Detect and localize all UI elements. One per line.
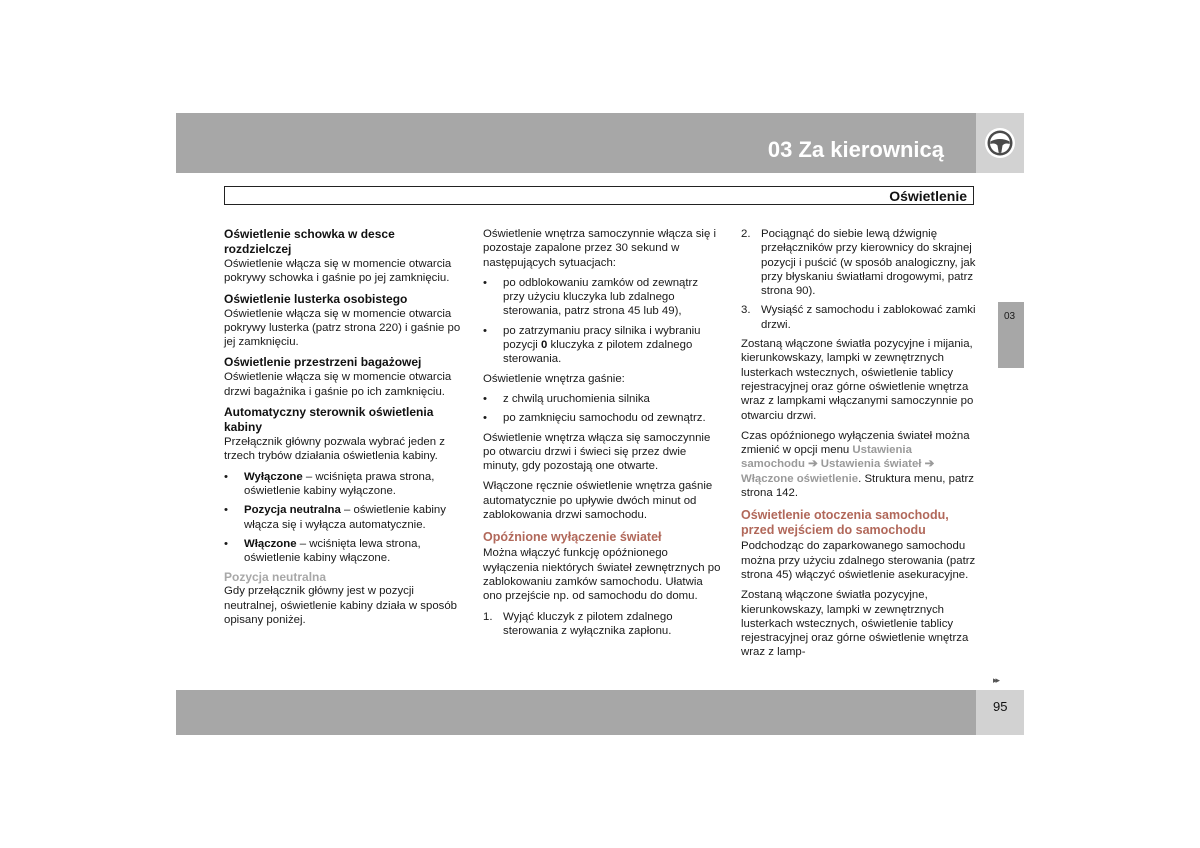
list-text: – wciśnięta lewa strona, oświetlenie kabiny włączone. xyxy=(244,537,421,565)
page-number: 95 xyxy=(993,699,1008,714)
bullet-icon: • xyxy=(483,412,487,425)
bullet-icon: • xyxy=(224,504,228,517)
list-item xyxy=(483,411,721,425)
paragraph: Oświetlenie wnętrza gaśnie: xyxy=(483,372,625,385)
chapter-side-tab xyxy=(998,302,1024,368)
list-item xyxy=(224,537,464,566)
bullet-icon: • xyxy=(483,276,487,289)
paragraph: Zostaną włączone światła pozycyjne, kierunkowskazy, lampki w zewnętrznych lusterkach wstecznych, oświetlenie tablicy rejestracyjnej oraz górne oświetlenie wnętrza wraz z lamp- xyxy=(741,589,969,659)
heading-luggage: Oświetlenie przestrzeni bagażowej xyxy=(224,355,422,370)
section-title-box xyxy=(224,186,974,205)
list-item xyxy=(483,276,721,319)
bullet-icon: • xyxy=(483,324,487,337)
paragraph: Zostaną włączone światła pozycyjne i mijania, kierunkowskazy, lampki w zewnętrznych lusterkach wstecznych, oświetlenie tablicy rejestracyjnej oraz górne oświetlenie wnętrza wraz z lampkami włączanymi samoczynnie po otwarciu drzwi. xyxy=(741,338,974,422)
side-tab-label: 03 xyxy=(1004,311,1016,322)
term-off: Wyłączone xyxy=(244,470,303,483)
chapter-title: 03 Za kierownicą xyxy=(767,137,944,162)
list-item xyxy=(224,503,464,532)
list-text: po odblokowaniu zamków od zewnątrz przy użyciu kluczyka lub zdalnego sterowania, patrz strona 45 lub 49), xyxy=(503,276,699,318)
paragraph: Gdy przełącznik główny jest w pozycji neutralnej, oświetlenie kabiny działa w sposób opisany poniżej. xyxy=(224,585,458,627)
step-text: Pociągnąć do siebie lewą dźwignię przełączników przy kierownicy do skrajnej pozycji i puścić (w sposób analogiczny, jak przy błyskaniu światłami drogowymi, patrz strona 90). xyxy=(761,228,976,298)
list-text: kluczyka z pilotem zdalnego sterowania. xyxy=(503,339,693,366)
bullet-icon: • xyxy=(224,470,228,483)
step-number: 1. xyxy=(483,610,493,623)
chapter-header-band xyxy=(176,113,976,173)
column-2 xyxy=(483,227,721,643)
term-on: Włączone xyxy=(244,537,297,550)
page-number-box xyxy=(976,690,1024,735)
continue-arrows-icon: ▸▸ xyxy=(993,675,999,685)
list-text: – wciśnięta prawa strona, oświetlenie kabiny wyłączone. xyxy=(244,470,435,497)
paragraph: Włączone ręcznie oświetlenie wnętrza gaśnie automatycznie po upływie dwóch minut od zablokowania drzwi samochodu. xyxy=(483,480,713,522)
steering-wheel-icon xyxy=(984,127,1016,159)
term-neutral: Pozycja neutralna xyxy=(244,504,341,517)
step-item xyxy=(483,610,721,639)
list-text: po zamknięciu samochodu od zewnątrz. xyxy=(503,412,706,425)
paragraph: Oświetlenie wnętrza włącza się samoczynnie po otwarciu drzwi i świeci się przez dwie minuty, gdy pozostają one otwarte. xyxy=(483,431,711,473)
heading-auto-control: Automatyczny sterownik oświetlenia kabiny xyxy=(224,405,434,435)
column-1 xyxy=(224,227,464,633)
list-item xyxy=(224,470,464,499)
list-text: – oświetlenie kabiny włącza się i wyłącza automatycznie. xyxy=(244,504,446,531)
chapter-icon-box xyxy=(976,113,1024,173)
bullet-icon: • xyxy=(483,392,487,405)
paragraph: Oświetlenie włącza się w momencie otwarcia drzwi bagażnika i gaśnie po ich zamknięciu. xyxy=(224,371,452,398)
step-number: 2. xyxy=(741,228,751,240)
menu-path: Ustawienia samochodu ➔ Ustawienia świateł ➔ Włączone oświetlenie xyxy=(741,444,935,485)
paragraph: Oświetlenie włącza się w momencie otwarcia pokrywy schowka i gaśnie po jej zamknięciu. xyxy=(224,258,452,285)
text: . Struktura menu, patrz strona 142. xyxy=(741,472,974,500)
paragraph xyxy=(741,429,977,500)
step-item xyxy=(741,227,977,298)
paragraph: Przełącznik główny pozwala wybrać jeden z trzech trybów działania oświetlenia kabiny. xyxy=(224,436,445,463)
list-text: z chwilą uruchomienia silnika xyxy=(503,392,650,405)
list-item xyxy=(483,324,721,367)
list-text: po zatrzymaniu pracy silnika i wybraniu pozycji xyxy=(503,324,701,352)
step-number: 3. xyxy=(741,304,751,317)
step-text: Wyjąć kluczyk z pilotem zdalnego sterowania z wyłącznika zapłonu. xyxy=(503,610,673,637)
text: Czas opóźnionego wyłączenia świateł można zmienić w opcji menu xyxy=(741,429,970,457)
heading-glovebox: Oświetlenie schowka w desce rozdzielczej xyxy=(224,227,395,256)
section-title: Oświetlenie xyxy=(889,188,967,204)
step-item xyxy=(741,303,977,332)
paragraph: Można włączyć funkcję opóźnionego wyłączenia niektórych świateł zewnętrznych po zablokowaniu zamków samochodu. Ułatwia ono przejście np. od samochodu do domu. xyxy=(483,547,721,603)
paragraph: Oświetlenie wnętrza samoczynnie włącza się i pozostaje zapalone przez 30 sekund w następujących sytuacjach: xyxy=(483,228,716,269)
step-text: Wysiąść z samochodu i zablokować zamki drzwi. xyxy=(761,304,976,331)
heading-delayed-lights: Opóźnione wyłączenie świateł xyxy=(483,530,662,545)
heading-approach-lighting: Oświetlenie otoczenia samochodu, przed wejściem do samochodu xyxy=(741,508,949,538)
key-position: 0 xyxy=(540,339,548,352)
column-3 xyxy=(741,227,977,666)
bullet-icon: • xyxy=(224,537,228,550)
footer-band xyxy=(176,690,976,735)
list-item xyxy=(483,392,721,406)
paragraph: Podchodząc do zaparkowanego samochodu można przy użyciu zdalnego sterowania (patrz strona 45) włączyć oświetlenie asekuracyjne. xyxy=(741,540,976,581)
subheading-neutral: Pozycja neutralna xyxy=(224,570,327,585)
heading-mirror: Oświetlenie lusterka osobistego xyxy=(224,291,408,306)
paragraph: Oświetlenie włącza się w momencie otwarcia pokrywy lusterka (patrz strona 220) i gaśnie po jej zamknięciu. xyxy=(224,307,461,349)
